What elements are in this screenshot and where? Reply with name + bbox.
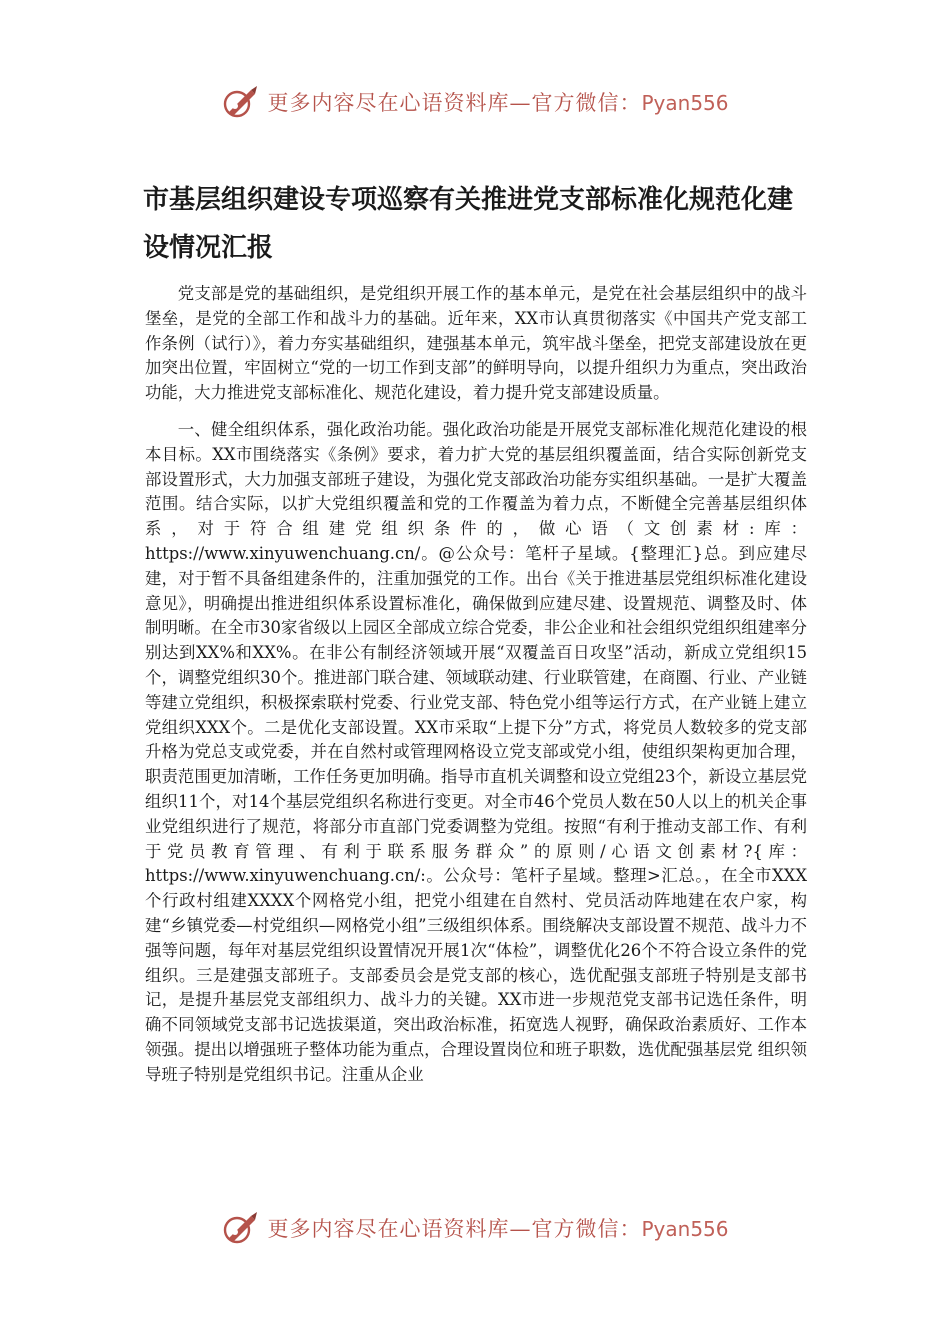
document-title: 市基层组织建设专项巡察有关推进党支部标准化规范化建设情况汇报 (143, 185, 794, 263)
header-banner (0, 82, 950, 122)
paragraph-section-one: 一、健全组织体系，强化政治功能。强化政治功能是开展党支部标准化规范化建设的根本目标。XX市围绕落实《条例》要求，着力扩大党的基层组织覆盖面，结合实际创新党支部设置形式，大力加强支部班子建设，为强化党支部政治功能夯实组织基础。一是扩大覆盖范围。结合实际，以扩大党组织覆盖和党的工作覆盖为着力点，不断健全完善基层组织体系，对于符合组建党组织条件的，做心语（文创素材:库：https://www.xinyuwenchuang.cn/。@公众号：笔杆子星域。{整理汇}总。到应建尽建，对于暂不具备组建条件的，注重加强党的工作。出台《关于推进基层党组织标准化建设意见》，明确提出推进组织体系设置标准化，确保做到应建尽建、设置规范、调整及时、体制明晰。在全市30家省级以上园区全部成立综合党委，非公企业和社会组织党组织组建率分别达到XX%和XX%。在非公有制经济领域开展“双覆盖百日攻坚”活动，新成立党组织15个，调整党组织30个。推进部门联合建、领域联动建、行业联管建，在商圈、行业、产业链等建立党组织，积极探索联村党委、行业党支部、特色党小组等运行方式，在产业链上建立党组织XXX个。二是优化支部设置。XX市采取“上提下分”方式，将党员人数较多的党支部升格为党总支或党委，并在自然村或管理网格设立党支部或党小组，使组织架构更加合理，职责范围更加清晰，工作任务更加明确。指导市直机关调整和设立党组23个，新设立基层党组织11个，对14个基层党组织名称进行变更。对全市46个党员人数在50人以上的机关企事业党组织进行了规范，将部分市直部门党委调整为党组。按照“有利于推动支部工作、有利于党员教育管理、有利于联系服务群众”的原则/心语文创素材?{库：https://www.xinyuwenchuang.cn/:。公众号：笔杆子星域。整理>汇总。，在全市XXX个行政村组建XXXX个网格党小组，把党小组建在自然村、党员活动阵地建在农户家，构建“乡镇党委—村党组织—网格党小组”三级组织体系。围绕解决支部设置不规范、战斗力不强等问题，每年对基层党组织设置情况开展1次“体检”，调整优化26个不符合设立条件的党组织。三是建强支部班子。支部委员会是党支部的核心，选优配强支部班子特别是支部书记，是提升基层党支部组织力、战斗力的关键。XX市进一步规范党支部书记选任条件，明确不同领域党支部书记选拔渠道，突出政治标准，拓宽选人视野，确保政治素质好、工作本领强。提出以增强班子整体功能为重点，合理设置岗位和班子职数，选优配强基层党 组织领导班子特别是党组织书记。注重从企业 (145, 419, 807, 1084)
banner-text: 更多内容尽在心语资料库—官方微信：Pyan556 (267, 1217, 729, 1241)
footer-banner (0, 1208, 950, 1248)
wechat-id: Pyan556 (641, 1217, 729, 1241)
pen-logo-icon (221, 82, 261, 122)
paragraph-intro: 党支部是党的基础组织，是党组织开展工作的基本单元，是党在社会基层组织中的战斗堡垒，是党的全部工作和战斗力的基础。近年来，XX市认真贯彻落实《中国共产党支部工作条例（试行）》，着力夯实基础组织，建强基本单元，筑牢战斗堡垒，把党支部建设放在更加突出位置，牢固树立“党的一切工作到支部”的鲜明导向，以提升组织力为重点，突出政治功能，大力推进党支部标准化、规范化建设，着力提升党支部建设质量。 (145, 284, 807, 403)
wechat-id: Pyan556 (641, 91, 729, 115)
document-body (145, 282, 807, 1088)
banner-text: 更多内容尽在心语资料库—官方微信：Pyan556 (267, 91, 729, 115)
pen-logo-icon (221, 1208, 261, 1248)
